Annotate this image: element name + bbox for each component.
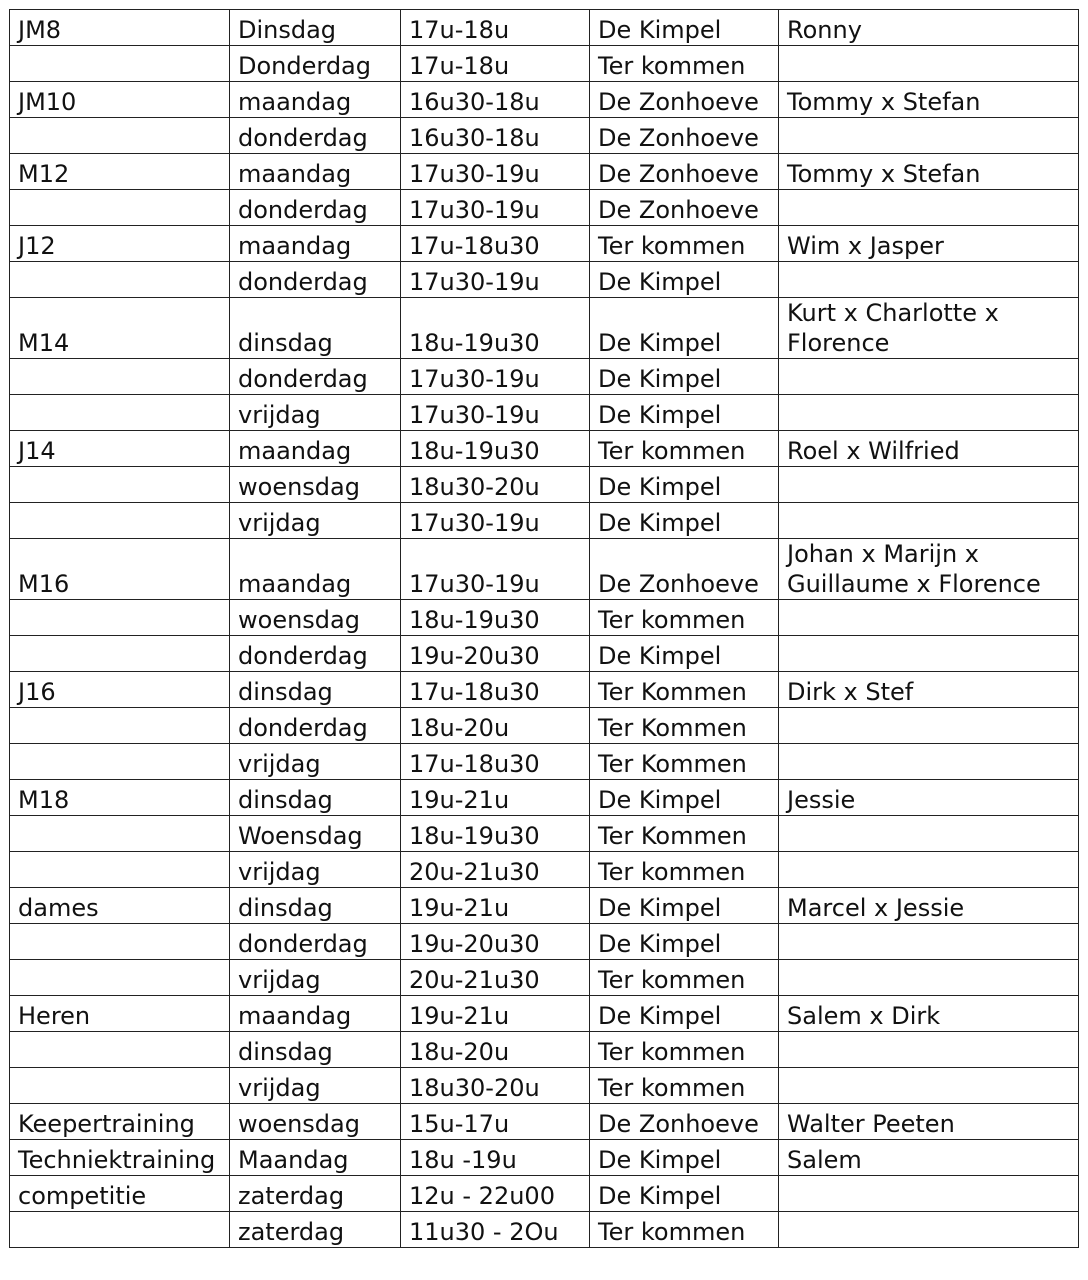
time-cell: 20u-21u30	[401, 960, 590, 996]
trainer-cell: Johan x Marijn x Guillaume x Florence	[779, 539, 1079, 600]
team-cell	[10, 118, 230, 154]
trainer-cell	[779, 852, 1079, 888]
location-cell: De Zonhoeve	[590, 1104, 779, 1140]
location-cell: Ter kommen	[590, 960, 779, 996]
schedule-row	[10, 118, 1079, 154]
time-cell: 15u-17u	[401, 1104, 590, 1140]
time-cell: 17u-18u	[401, 10, 590, 46]
trainer-cell: Marcel x Jessie	[779, 888, 1079, 924]
team-cell: M18	[10, 780, 230, 816]
time-cell: 18u-20u	[401, 708, 590, 744]
time-cell: 17u30-19u	[401, 539, 590, 600]
time-cell: 19u-21u	[401, 888, 590, 924]
team-cell	[10, 190, 230, 226]
team-cell	[10, 600, 230, 636]
schedule-row	[10, 1212, 1079, 1248]
location-cell: Ter Kommen	[590, 708, 779, 744]
day-cell: donderdag	[230, 636, 401, 672]
schedule-row	[10, 888, 1079, 924]
team-cell: Techniektraining	[10, 1140, 230, 1176]
trainer-cell: Kurt x Charlotte x Florence	[779, 298, 1079, 359]
day-cell: maandag	[230, 996, 401, 1032]
day-cell: woensdag	[230, 600, 401, 636]
time-cell: 17u-18u30	[401, 672, 590, 708]
time-cell: 17u30-19u	[401, 395, 590, 431]
schedule-row	[10, 10, 1079, 46]
schedule-row	[10, 1176, 1079, 1212]
trainer-cell	[779, 190, 1079, 226]
day-cell: maandag	[230, 82, 401, 118]
team-cell	[10, 924, 230, 960]
team-cell	[10, 1212, 230, 1248]
team-cell	[10, 1068, 230, 1104]
day-cell: vrijdag	[230, 503, 401, 539]
schedule-row	[10, 1068, 1079, 1104]
location-cell: De Zonhoeve	[590, 190, 779, 226]
schedule-row	[10, 600, 1079, 636]
team-cell	[10, 960, 230, 996]
schedule-row	[10, 1140, 1079, 1176]
location-cell: Ter Kommen	[590, 816, 779, 852]
trainer-cell	[779, 960, 1079, 996]
schedule-row	[10, 1104, 1079, 1140]
trainer-cell: Walter Peeten	[779, 1104, 1079, 1140]
location-cell: Ter kommen	[590, 600, 779, 636]
day-cell: maandag	[230, 539, 401, 600]
time-cell: 17u30-19u	[401, 154, 590, 190]
trainer-cell	[779, 1068, 1079, 1104]
team-cell	[10, 262, 230, 298]
location-cell: Ter kommen	[590, 431, 779, 467]
location-cell: Ter kommen	[590, 1032, 779, 1068]
location-cell: Ter kommen	[590, 1068, 779, 1104]
team-cell: JM8	[10, 10, 230, 46]
day-cell: Woensdag	[230, 816, 401, 852]
trainer-cell: Jessie	[779, 780, 1079, 816]
team-cell	[10, 467, 230, 503]
time-cell: 17u30-19u	[401, 503, 590, 539]
team-cell: M12	[10, 154, 230, 190]
time-cell: 18u-19u30	[401, 431, 590, 467]
location-cell: De Kimpel	[590, 395, 779, 431]
time-cell: 18u30-20u	[401, 1068, 590, 1104]
location-cell: De Kimpel	[590, 780, 779, 816]
time-cell: 18u-19u30	[401, 816, 590, 852]
location-cell: De Kimpel	[590, 359, 779, 395]
day-cell: donderdag	[230, 190, 401, 226]
team-cell	[10, 46, 230, 82]
time-cell: 19u-21u	[401, 780, 590, 816]
day-cell: zaterdag	[230, 1212, 401, 1248]
location-cell: De Kimpel	[590, 1176, 779, 1212]
trainer-cell: Tommy x Stefan	[779, 82, 1079, 118]
schedule-row	[10, 503, 1079, 539]
trainer-cell	[779, 503, 1079, 539]
schedule-row	[10, 852, 1079, 888]
schedule-row	[10, 154, 1079, 190]
location-cell: De Kimpel	[590, 924, 779, 960]
team-cell	[10, 503, 230, 539]
day-cell: donderdag	[230, 708, 401, 744]
location-cell: De Kimpel	[590, 298, 779, 359]
time-cell: 18u-20u	[401, 1032, 590, 1068]
time-cell: 11u30 - 2Ou	[401, 1212, 590, 1248]
trainer-cell: Salem	[779, 1140, 1079, 1176]
time-cell: 16u30-18u	[401, 118, 590, 154]
schedule-row	[10, 298, 1079, 359]
team-cell: J12	[10, 226, 230, 262]
time-cell: 19u-21u	[401, 996, 590, 1032]
day-cell: donderdag	[230, 359, 401, 395]
day-cell: donderdag	[230, 118, 401, 154]
time-cell: 17u30-19u	[401, 190, 590, 226]
location-cell: De Kimpel	[590, 10, 779, 46]
time-cell: 18u -19u	[401, 1140, 590, 1176]
team-cell	[10, 1032, 230, 1068]
day-cell: dinsdag	[230, 780, 401, 816]
day-cell: Donderdag	[230, 46, 401, 82]
time-cell: 17u-18u	[401, 46, 590, 82]
schedule-row	[10, 431, 1079, 467]
schedule-row	[10, 359, 1079, 395]
trainer-cell: Roel x Wilfried	[779, 431, 1079, 467]
trainer-cell	[779, 816, 1079, 852]
schedule-row	[10, 996, 1079, 1032]
day-cell: Maandag	[230, 1140, 401, 1176]
schedule-row	[10, 744, 1079, 780]
day-cell: vrijdag	[230, 395, 401, 431]
location-cell: De Kimpel	[590, 467, 779, 503]
trainer-cell: Ronny	[779, 10, 1079, 46]
team-cell: Keepertraining	[10, 1104, 230, 1140]
team-cell: JM10	[10, 82, 230, 118]
team-cell	[10, 395, 230, 431]
schedule-row	[10, 190, 1079, 226]
location-cell: De Kimpel	[590, 888, 779, 924]
schedule-row	[10, 960, 1079, 996]
trainer-cell: Wim x Jasper	[779, 226, 1079, 262]
trainer-cell	[779, 118, 1079, 154]
schedule-body	[10, 10, 1079, 1248]
location-cell: Ter kommen	[590, 852, 779, 888]
trainer-cell	[779, 636, 1079, 672]
schedule-row	[10, 467, 1079, 503]
schedule-row	[10, 708, 1079, 744]
day-cell: donderdag	[230, 262, 401, 298]
time-cell: 17u-18u30	[401, 226, 590, 262]
day-cell: maandag	[230, 431, 401, 467]
trainer-cell: Salem x Dirk	[779, 996, 1079, 1032]
location-cell: De Kimpel	[590, 262, 779, 298]
trainer-cell	[779, 359, 1079, 395]
location-cell: Ter Kommen	[590, 672, 779, 708]
trainer-cell	[779, 744, 1079, 780]
schedule-row	[10, 816, 1079, 852]
location-cell: Ter kommen	[590, 1212, 779, 1248]
day-cell: woensdag	[230, 467, 401, 503]
day-cell: vrijdag	[230, 1068, 401, 1104]
day-cell: vrijdag	[230, 852, 401, 888]
day-cell: Dinsdag	[230, 10, 401, 46]
trainer-cell	[779, 395, 1079, 431]
time-cell: 18u30-20u	[401, 467, 590, 503]
team-cell	[10, 708, 230, 744]
day-cell: dinsdag	[230, 1032, 401, 1068]
location-cell: De Kimpel	[590, 636, 779, 672]
trainer-cell	[779, 1212, 1079, 1248]
team-cell: J14	[10, 431, 230, 467]
team-cell: Heren	[10, 996, 230, 1032]
trainer-cell	[779, 600, 1079, 636]
schedule-row	[10, 636, 1079, 672]
schedule-row	[10, 672, 1079, 708]
trainer-cell	[779, 924, 1079, 960]
location-cell: De Zonhoeve	[590, 154, 779, 190]
time-cell: 17u-18u30	[401, 744, 590, 780]
team-cell	[10, 636, 230, 672]
training-schedule-table	[9, 9, 1079, 1248]
team-cell	[10, 359, 230, 395]
team-cell	[10, 852, 230, 888]
location-cell: De Zonhoeve	[590, 118, 779, 154]
trainer-cell	[779, 46, 1079, 82]
day-cell: dinsdag	[230, 888, 401, 924]
team-cell	[10, 816, 230, 852]
day-cell: donderdag	[230, 924, 401, 960]
trainer-cell	[779, 1176, 1079, 1212]
location-cell: Ter kommen	[590, 46, 779, 82]
trainer-cell	[779, 1032, 1079, 1068]
location-cell: De Kimpel	[590, 1140, 779, 1176]
location-cell: De Zonhoeve	[590, 539, 779, 600]
location-cell: De Zonhoeve	[590, 82, 779, 118]
time-cell: 18u-19u30	[401, 298, 590, 359]
day-cell: maandag	[230, 226, 401, 262]
trainer-cell	[779, 467, 1079, 503]
schedule-row	[10, 780, 1079, 816]
schedule-row	[10, 924, 1079, 960]
team-cell	[10, 744, 230, 780]
location-cell: Ter Kommen	[590, 744, 779, 780]
schedule-row	[10, 46, 1079, 82]
time-cell: 16u30-18u	[401, 82, 590, 118]
day-cell: maandag	[230, 154, 401, 190]
schedule-row	[10, 82, 1079, 118]
team-cell: competitie	[10, 1176, 230, 1212]
schedule-row	[10, 262, 1079, 298]
schedule-row	[10, 226, 1079, 262]
day-cell: woensdag	[230, 1104, 401, 1140]
time-cell: 17u30-19u	[401, 359, 590, 395]
location-cell: Ter kommen	[590, 226, 779, 262]
team-cell: M14	[10, 298, 230, 359]
schedule-row	[10, 395, 1079, 431]
location-cell: De Kimpel	[590, 996, 779, 1032]
time-cell: 17u30-19u	[401, 262, 590, 298]
team-cell: M16	[10, 539, 230, 600]
trainer-cell	[779, 262, 1079, 298]
schedule-row	[10, 539, 1079, 600]
day-cell: zaterdag	[230, 1176, 401, 1212]
day-cell: dinsdag	[230, 672, 401, 708]
time-cell: 20u-21u30	[401, 852, 590, 888]
team-cell: J16	[10, 672, 230, 708]
day-cell: vrijdag	[230, 960, 401, 996]
trainer-cell: Tommy x Stefan	[779, 154, 1079, 190]
location-cell: De Kimpel	[590, 503, 779, 539]
time-cell: 18u-19u30	[401, 600, 590, 636]
team-cell: dames	[10, 888, 230, 924]
time-cell: 19u-20u30	[401, 924, 590, 960]
trainer-cell	[779, 708, 1079, 744]
time-cell: 12u - 22u00	[401, 1176, 590, 1212]
day-cell: dinsdag	[230, 298, 401, 359]
day-cell: vrijdag	[230, 744, 401, 780]
schedule-row	[10, 1032, 1079, 1068]
time-cell: 19u-20u30	[401, 636, 590, 672]
trainer-cell: Dirk x Stef	[779, 672, 1079, 708]
